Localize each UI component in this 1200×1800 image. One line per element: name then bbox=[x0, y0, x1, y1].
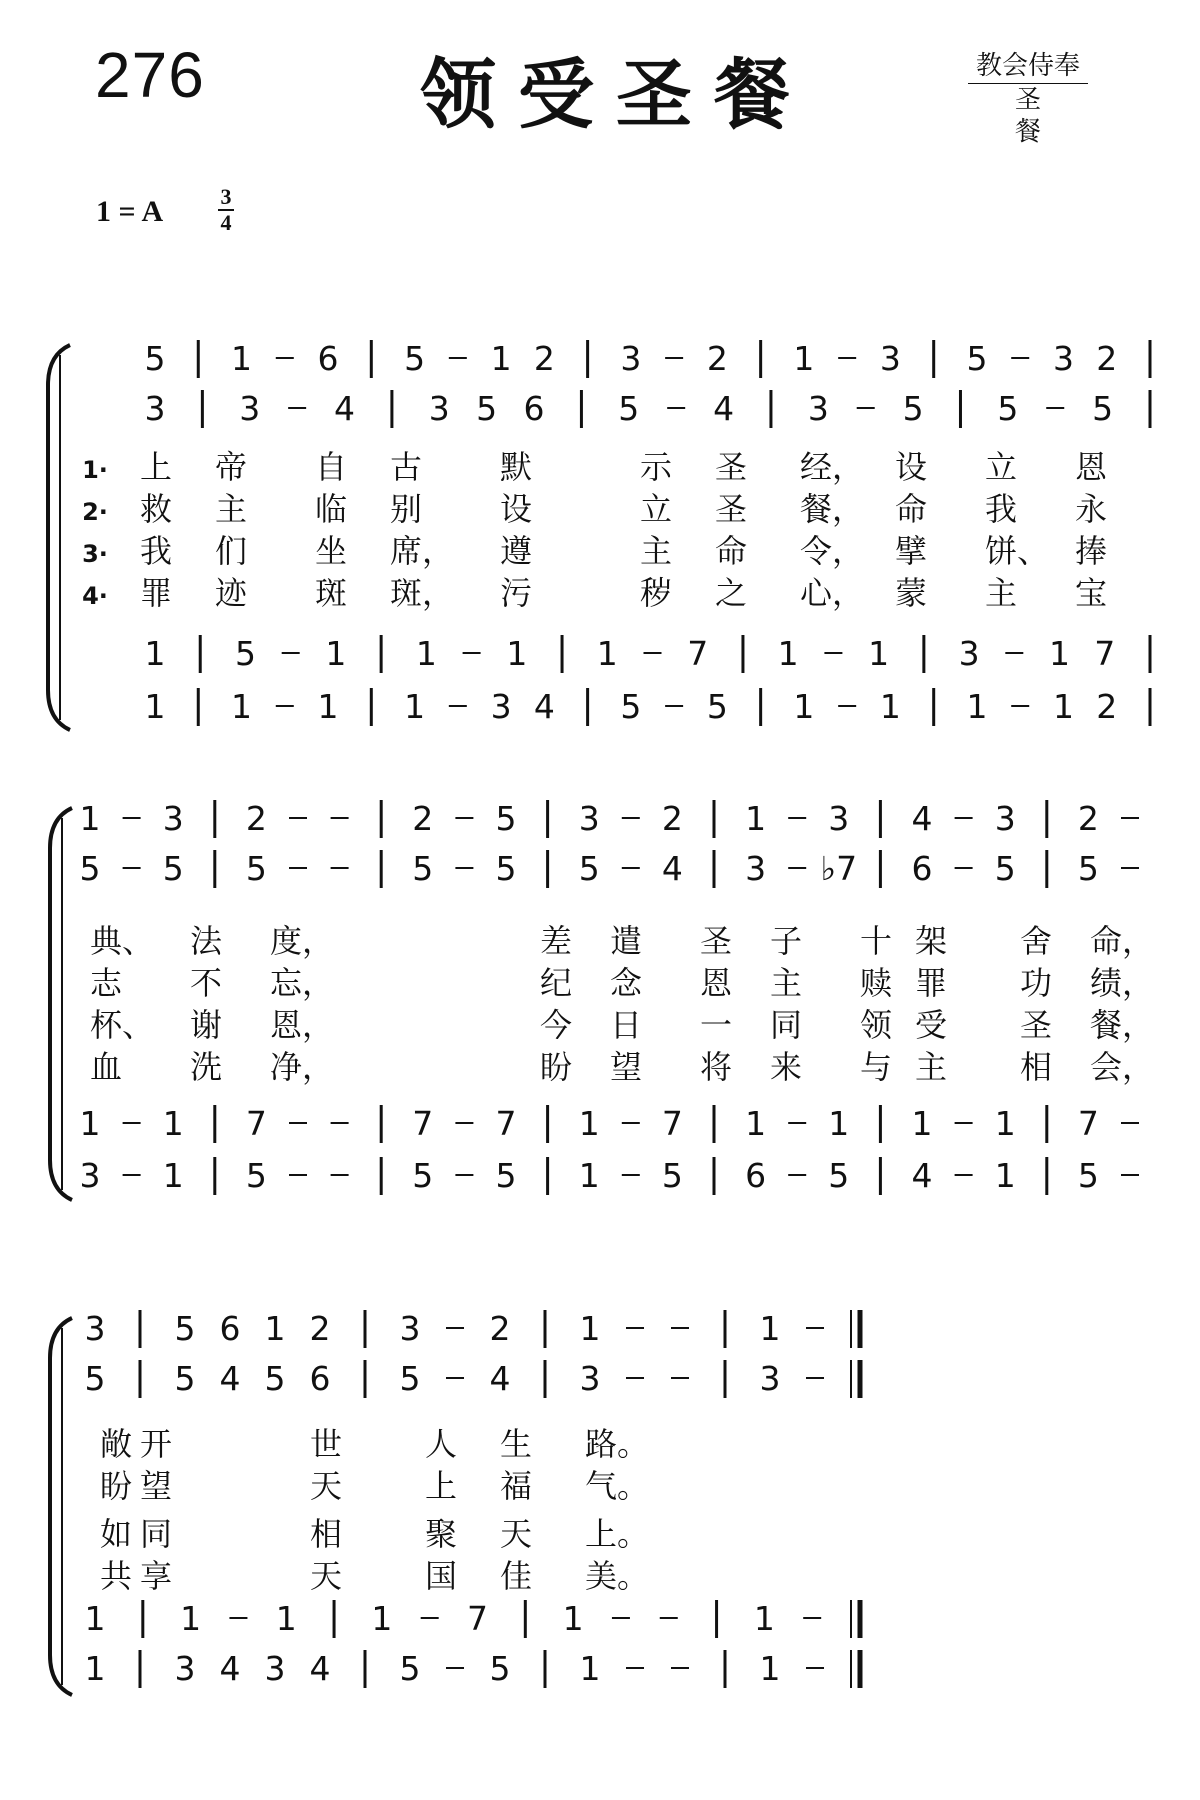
lyric-syllable: 同 bbox=[770, 1006, 803, 1044]
lyric-syllable: 同 bbox=[140, 1515, 173, 1553]
lyric-syllable: 受 bbox=[915, 1006, 948, 1044]
lyric-syllable: 恩， bbox=[270, 1006, 335, 1044]
lyric-syllable: 望 bbox=[140, 1467, 173, 1505]
category-line-2: 圣餐 bbox=[1014, 85, 1073, 147]
note: 3 bbox=[239, 389, 261, 428]
note: 2 bbox=[706, 339, 728, 378]
note: 4 bbox=[219, 1649, 241, 1688]
lyric-syllable: 一 bbox=[700, 1006, 733, 1044]
note: 6 bbox=[745, 1156, 767, 1195]
lyric-syllable: 今 bbox=[540, 1006, 573, 1044]
note: 1 bbox=[144, 634, 166, 673]
note: 3 bbox=[264, 1649, 286, 1688]
lyric-syllable: 相 bbox=[1020, 1048, 1053, 1086]
note: 1 bbox=[745, 1104, 767, 1143]
lyric-syllable: 共 bbox=[100, 1557, 133, 1595]
note: 5 bbox=[578, 849, 600, 888]
lyric-syllable: 古 bbox=[390, 448, 423, 486]
note: ♭7 bbox=[820, 849, 858, 888]
lyric-syllable: 擘 bbox=[895, 532, 928, 570]
note: 1 bbox=[879, 687, 901, 726]
note: 1 bbox=[162, 1156, 184, 1195]
lyric-syllable: 杯、 bbox=[90, 1006, 155, 1044]
lyric-syllable: 架 bbox=[915, 922, 948, 960]
note: 1 bbox=[325, 634, 347, 673]
note: 5 bbox=[174, 1359, 196, 1398]
note: 6 bbox=[911, 849, 933, 888]
category-line-1: 教会侍奉 bbox=[968, 50, 1088, 84]
lyric-syllable: 斑 bbox=[315, 574, 348, 612]
lyric-syllable: 主 bbox=[915, 1048, 948, 1086]
lyric-syllable: 蒙 bbox=[895, 574, 928, 612]
lyric-syllable: 天 bbox=[310, 1557, 343, 1595]
note: 5 bbox=[828, 1156, 850, 1195]
note: 1 bbox=[180, 1599, 202, 1638]
lyric-syllable: 佳 bbox=[500, 1557, 533, 1595]
lyric-syllable: 福 bbox=[500, 1467, 533, 1505]
lyric-syllable: 们 bbox=[215, 532, 248, 570]
note: 2 bbox=[661, 799, 683, 838]
note: 5 bbox=[476, 389, 498, 428]
note: 5 bbox=[966, 339, 988, 378]
lyric-syllable: 路。 bbox=[585, 1425, 650, 1463]
note: 6 bbox=[523, 389, 545, 428]
key-signature: 1 = A bbox=[96, 195, 164, 228]
lyric-syllable: 功 bbox=[1020, 964, 1053, 1002]
note: 5 bbox=[706, 687, 728, 726]
note: 5 bbox=[1092, 389, 1114, 428]
lyric-syllable: 污 bbox=[500, 574, 533, 612]
lyric-syllable: 圣 bbox=[1020, 1006, 1053, 1044]
note: 6 bbox=[317, 339, 339, 378]
note: 1 bbox=[793, 339, 815, 378]
note: 5 bbox=[84, 1359, 106, 1398]
lyric-syllable: 如 bbox=[100, 1515, 133, 1553]
note: 1 bbox=[759, 1309, 781, 1348]
note: 3 bbox=[79, 1156, 101, 1195]
lyric-syllable: 自 bbox=[315, 448, 348, 486]
lyric-syllable: 圣 bbox=[715, 490, 748, 528]
note: 1 bbox=[84, 1599, 106, 1638]
lyric-syllable: 命 bbox=[895, 490, 928, 528]
note: 7 bbox=[467, 1599, 488, 1638]
lyric-syllable: 上。 bbox=[585, 1515, 650, 1553]
note: 3 bbox=[428, 389, 450, 428]
lyric-syllable: 我 bbox=[985, 490, 1018, 528]
note: 4 bbox=[489, 1359, 511, 1398]
note: 3 bbox=[807, 389, 829, 428]
note: 4 bbox=[533, 687, 555, 726]
lyric-syllable: 主 bbox=[985, 574, 1018, 612]
lyric-syllable: 上 bbox=[425, 1467, 458, 1505]
lyric-syllable: 望 bbox=[610, 1048, 643, 1086]
lyric-syllable: 典、 bbox=[90, 922, 155, 960]
note: 5 bbox=[661, 1156, 683, 1195]
note: 5 bbox=[902, 389, 924, 428]
note: 2 bbox=[1096, 687, 1118, 726]
note: 5 bbox=[404, 339, 426, 378]
note: 3 bbox=[958, 634, 980, 673]
note: 4 bbox=[309, 1649, 331, 1688]
note: 2 bbox=[1096, 339, 1118, 378]
lyric-syllable: 恩 bbox=[700, 964, 733, 1002]
lyric-syllable: 餐， bbox=[1090, 1006, 1155, 1044]
lyric-syllable: 盼 bbox=[100, 1467, 133, 1505]
note: 1 bbox=[404, 687, 426, 726]
note: 7 bbox=[245, 1104, 267, 1143]
note: 2 bbox=[245, 799, 267, 838]
lyric-syllable: 天 bbox=[500, 1515, 533, 1553]
note: 5 bbox=[412, 849, 434, 888]
note: 3 bbox=[490, 687, 512, 726]
note: 3 bbox=[578, 799, 600, 838]
lyric-syllable: 宝 bbox=[1075, 574, 1108, 612]
hymn-number: 276 bbox=[95, 39, 205, 111]
note: 1 bbox=[911, 1104, 933, 1143]
verse-number: 1· bbox=[82, 456, 108, 484]
note: 3 bbox=[399, 1309, 421, 1348]
lyric-syllable: 与 bbox=[860, 1048, 893, 1086]
note: 5 bbox=[618, 389, 640, 428]
lyric-syllable: 领 bbox=[860, 1006, 893, 1044]
note: 4 bbox=[911, 1156, 933, 1195]
lyric-syllable: 日 bbox=[610, 1006, 643, 1044]
lyric-syllable: 净， bbox=[270, 1048, 335, 1086]
note: 3 bbox=[144, 389, 166, 428]
note: 1 bbox=[490, 339, 512, 378]
note: 4 bbox=[661, 849, 683, 888]
lyric-syllable: 帝 bbox=[215, 448, 248, 486]
note: 5 bbox=[1077, 849, 1099, 888]
note: 5 bbox=[245, 1156, 267, 1195]
lyric-syllable: 不 bbox=[190, 964, 223, 1002]
lyric-syllable: 主 bbox=[215, 490, 248, 528]
lyric-syllable: 开 bbox=[140, 1425, 173, 1463]
note: 5 bbox=[399, 1649, 421, 1688]
note: 1 bbox=[84, 1649, 106, 1688]
note: 1 bbox=[868, 634, 890, 673]
note: 3 bbox=[620, 339, 642, 378]
lyric-syllable: 差 bbox=[540, 922, 573, 960]
lyric-syllable: 永 bbox=[1075, 490, 1108, 528]
note: 3 bbox=[994, 799, 1016, 838]
lyric-syllable: 设 bbox=[895, 448, 928, 486]
note: 7 bbox=[412, 1104, 434, 1143]
lyric-syllable: 敞 bbox=[100, 1425, 133, 1463]
note: 5 bbox=[162, 849, 184, 888]
note: 1 bbox=[371, 1599, 393, 1638]
note: 1 bbox=[578, 1156, 600, 1195]
note: 5 bbox=[620, 687, 642, 726]
note: 2 bbox=[489, 1309, 511, 1348]
lyric-syllable: 法 bbox=[190, 922, 223, 960]
lyric-syllable: 秽 bbox=[640, 574, 673, 612]
note: 1 bbox=[745, 799, 767, 838]
note: 1 bbox=[579, 1309, 601, 1348]
time-signature-bottom: 4 bbox=[220, 210, 232, 235]
lyric-syllable: 美。 bbox=[585, 1557, 650, 1595]
lyric-syllable: 相 bbox=[310, 1515, 343, 1553]
lyric-syllable: 圣 bbox=[715, 448, 748, 486]
note: 1 bbox=[317, 687, 339, 726]
note: 1 bbox=[753, 1599, 775, 1638]
note: 7 bbox=[495, 1104, 517, 1143]
lyric-syllable: 将 bbox=[700, 1048, 733, 1086]
lyric-syllable: 餐， bbox=[800, 490, 865, 528]
note: 1 bbox=[994, 1156, 1016, 1195]
note: 1 bbox=[793, 687, 815, 726]
note: 1 bbox=[79, 1104, 101, 1143]
lyric-syllable: 别 bbox=[390, 490, 423, 528]
lyric-syllable: 默 bbox=[500, 448, 533, 486]
lyric-syllable: 遣 bbox=[610, 922, 643, 960]
note: 1 bbox=[966, 687, 988, 726]
lyric-syllable: 上 bbox=[140, 448, 173, 486]
lyric-syllable: 捧 bbox=[1075, 532, 1108, 570]
lyric-syllable: 立 bbox=[640, 490, 673, 528]
lyric-syllable: 令， bbox=[800, 532, 865, 570]
lyric-syllable: 之 bbox=[715, 574, 748, 612]
lyric-syllable: 临 bbox=[315, 490, 348, 528]
lyric-syllable: 国 bbox=[425, 1557, 458, 1595]
note: 2 bbox=[412, 799, 434, 838]
note: 3 bbox=[579, 1359, 601, 1398]
note: 3 bbox=[1052, 339, 1074, 378]
lyric-syllable: 纪 bbox=[540, 964, 573, 1002]
lyric-syllable: 血 bbox=[90, 1048, 123, 1086]
note: 1 bbox=[579, 1649, 601, 1688]
note: 5 bbox=[1077, 1156, 1099, 1195]
note: 5 bbox=[489, 1649, 511, 1688]
note: 6 bbox=[309, 1359, 331, 1398]
note: 5 bbox=[399, 1359, 421, 1398]
lyric-syllable: 示 bbox=[640, 448, 673, 486]
lyric-syllable: 赎 bbox=[860, 964, 893, 1002]
lyric-syllable: 我 bbox=[140, 532, 173, 570]
lyric-syllable: 享 bbox=[140, 1557, 173, 1595]
lyric-syllable: 世 bbox=[310, 1425, 343, 1463]
lyric-syllable: 气。 bbox=[585, 1467, 650, 1505]
lyric-syllable: 主 bbox=[770, 964, 803, 1002]
note: 5 bbox=[495, 849, 517, 888]
lyric-syllable: 罪 bbox=[915, 964, 948, 1002]
lyric-syllable: 饼、 bbox=[985, 532, 1050, 570]
note: 3 bbox=[828, 799, 850, 838]
note: 1 bbox=[994, 1104, 1016, 1143]
lyric-syllable: 圣 bbox=[700, 922, 733, 960]
note: 1 bbox=[777, 634, 799, 673]
note: 2 bbox=[1077, 799, 1099, 838]
lyric-syllable: 主 bbox=[640, 532, 673, 570]
note: 5 bbox=[144, 339, 166, 378]
note: 3 bbox=[745, 849, 767, 888]
lyric-syllable: 洗 bbox=[190, 1048, 223, 1086]
note: 1 bbox=[578, 1104, 600, 1143]
note: 3 bbox=[162, 799, 184, 838]
lyric-syllable: 迹 bbox=[215, 574, 248, 612]
note: 1 bbox=[1049, 634, 1071, 673]
note: 7 bbox=[1077, 1104, 1099, 1143]
lyric-syllable: 聚 bbox=[425, 1515, 458, 1553]
lyric-syllable: 命 bbox=[715, 532, 748, 570]
note: 4 bbox=[219, 1359, 241, 1398]
lyric-syllable: 救 bbox=[140, 490, 173, 528]
note: 5 bbox=[245, 849, 267, 888]
verse-number: 3· bbox=[82, 540, 108, 568]
note: 1 bbox=[562, 1599, 584, 1638]
note: 6 bbox=[219, 1309, 241, 1348]
lyric-syllable: 遵 bbox=[500, 532, 533, 570]
note: 7 bbox=[661, 1104, 683, 1143]
lyric-syllable: 坐 bbox=[315, 532, 348, 570]
note: 1 bbox=[596, 634, 618, 673]
lyric-syllable: 恩 bbox=[1075, 448, 1108, 486]
note: 5 bbox=[264, 1359, 286, 1398]
note: 7 bbox=[1094, 634, 1116, 673]
lyric-syllable: 度， bbox=[270, 922, 335, 960]
lyric-syllable: 盼 bbox=[540, 1048, 573, 1086]
lyric-syllable: 经， bbox=[800, 448, 865, 486]
lyric-syllable: 罪 bbox=[140, 574, 173, 612]
note: 1 bbox=[1052, 687, 1074, 726]
note: 1 bbox=[144, 687, 166, 726]
note: 1 bbox=[162, 1104, 184, 1143]
lyric-syllable: 设 bbox=[500, 490, 533, 528]
lyric-syllable: 志 bbox=[90, 964, 123, 1002]
note: 5 bbox=[79, 849, 101, 888]
lyric-syllable: 立 bbox=[985, 448, 1018, 486]
time-signature-top: 3 bbox=[220, 184, 232, 209]
note: 1 bbox=[828, 1104, 850, 1143]
note: 1 bbox=[275, 1599, 297, 1638]
lyric-syllable: 十 bbox=[860, 922, 893, 960]
note: 7 bbox=[687, 634, 709, 673]
lyric-syllable: 人 bbox=[425, 1425, 458, 1463]
lyric-syllable: 子 bbox=[770, 922, 803, 960]
note: 2 bbox=[309, 1309, 331, 1348]
note: 5 bbox=[412, 1156, 434, 1195]
lyric-syllable: 命， bbox=[1090, 922, 1155, 960]
hymn-title: 领受圣餐 bbox=[420, 50, 812, 139]
lyric-syllable: 斑， bbox=[390, 574, 455, 612]
lyric-syllable: 念 bbox=[610, 964, 643, 1002]
note: 1 bbox=[264, 1309, 286, 1348]
note: 5 bbox=[495, 1156, 517, 1195]
lyric-syllable: 忘， bbox=[270, 964, 335, 1002]
verse-number: 2· bbox=[82, 498, 108, 526]
note: 2 bbox=[533, 339, 555, 378]
verse-number: 4· bbox=[82, 582, 108, 610]
note: 1 bbox=[415, 634, 437, 673]
note: 1 bbox=[759, 1649, 781, 1688]
lyric-syllable: 谢 bbox=[190, 1006, 223, 1044]
note: 4 bbox=[713, 389, 735, 428]
lyric-syllable: 生 bbox=[500, 1425, 533, 1463]
lyric-syllable: 会， bbox=[1090, 1048, 1155, 1086]
note: 5 bbox=[234, 634, 256, 673]
note: 3 bbox=[174, 1649, 196, 1688]
note: 5 bbox=[997, 389, 1019, 428]
note: 5 bbox=[994, 849, 1016, 888]
note: 1 bbox=[79, 799, 101, 838]
note: 4 bbox=[911, 799, 933, 838]
lyric-syllable: 来 bbox=[770, 1048, 803, 1086]
lyric-syllable: 舍 bbox=[1020, 922, 1053, 960]
note: 3 bbox=[759, 1359, 781, 1398]
note: 5 bbox=[495, 799, 517, 838]
note: 1 bbox=[506, 634, 528, 673]
lyric-syllable: 心， bbox=[800, 574, 865, 612]
lyric-syllable: 绩， bbox=[1090, 964, 1155, 1002]
lyric-syllable: 席， bbox=[390, 532, 455, 570]
note: 1 bbox=[231, 687, 253, 726]
note: 1 bbox=[231, 339, 253, 378]
note: 5 bbox=[174, 1309, 196, 1348]
note: 3 bbox=[879, 339, 901, 378]
lyric-syllable: 天 bbox=[310, 1467, 343, 1505]
note: 3 bbox=[84, 1309, 106, 1348]
note: 4 bbox=[334, 389, 356, 428]
